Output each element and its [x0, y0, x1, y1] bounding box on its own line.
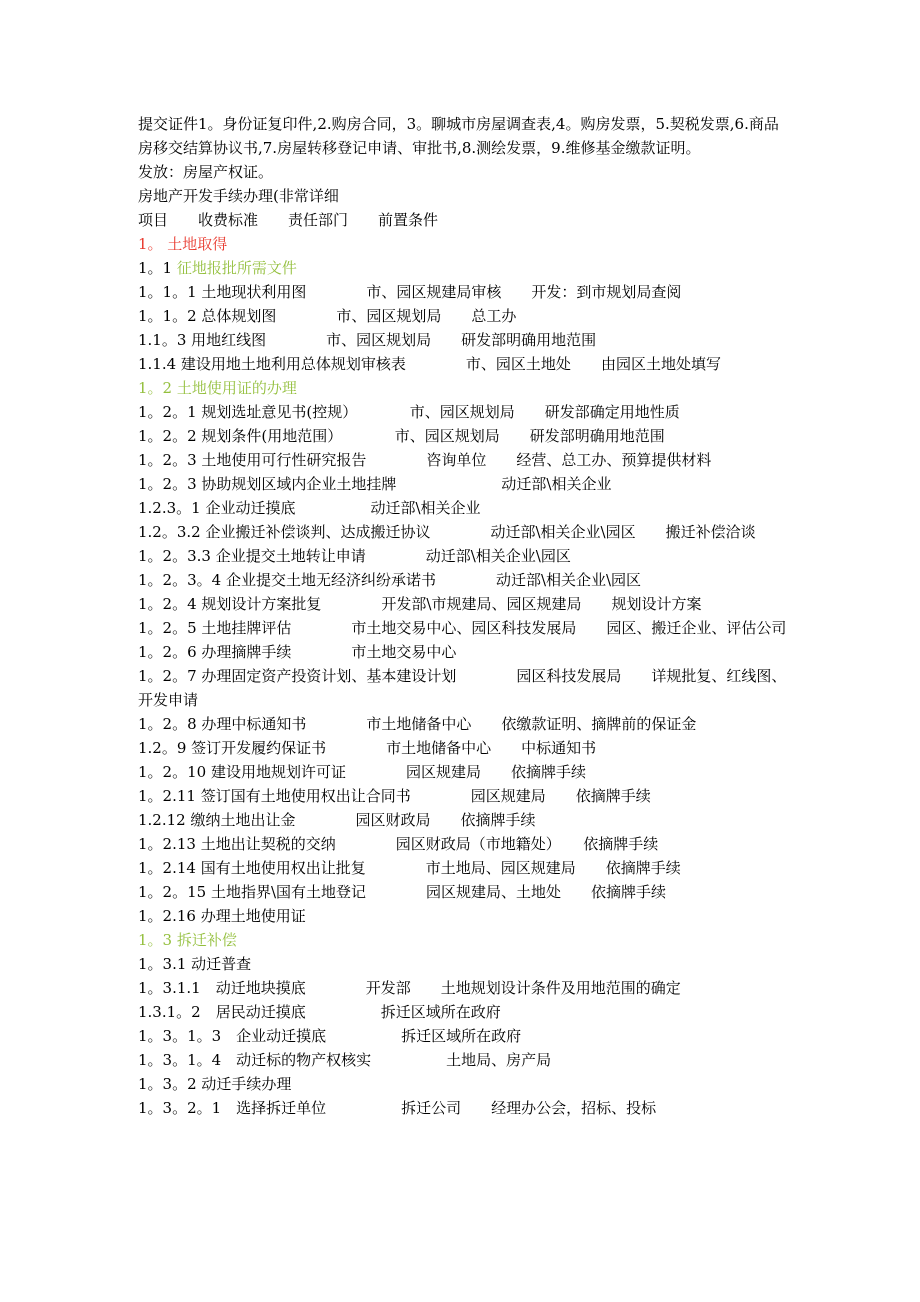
line-text: 1。2。5 土地挂牌评估 市土地交易中心、园区科技发展局 园区、搬迁企业、评估公司 [138, 619, 787, 637]
line-text: 1。2。8 办理中标通知书 市土地储备中心 依缴款证明、摘牌前的保证金 [138, 715, 697, 733]
procedure-list [138, 232, 790, 1120]
line-text: 1.2.3。1 企业动迁摸底 动迁部\相关企业 [138, 499, 481, 517]
line-text: 1。2。3.3 企业提交土地转让申请 动迁部\相关企业\园区 [138, 547, 571, 565]
procedure-line [138, 1096, 790, 1120]
procedure-line [138, 400, 790, 424]
procedure-line [138, 952, 790, 976]
line-text: 1。2。3 协助规划区域内企业土地挂牌 动迁部\相关企业 [138, 475, 612, 493]
section-heading [138, 232, 790, 256]
procedure-line [138, 520, 790, 544]
line-text: 1。2。15 土地指界\国有土地登记 园区规建局、土地处 依摘牌手续 [138, 883, 666, 901]
line-text: 1。1。2 总体规划图 市、园区规划局 总工办 [138, 307, 517, 325]
line-text: 1。3.1 动迁普查 [138, 955, 252, 973]
line-text: 1。3.1.1 动迁地块摸底 开发部 土地规划设计条件及用地范围的确定 [138, 979, 681, 997]
line-text: 1。2.13 土地出让契税的交纳 园区财政局（市地籍处） 依摘牌手续 [138, 835, 659, 853]
line-text: 1。2.16 办理土地使用证 [138, 907, 306, 925]
procedure-line [138, 544, 790, 568]
procedure-line [138, 784, 790, 808]
procedure-line [138, 280, 790, 304]
procedure-line [138, 352, 790, 376]
line-text: 1.2。9 签订开发履约保证书 市土地储备中心 中标通知书 [138, 739, 597, 757]
line-text: 1。 土地取得 [138, 235, 228, 253]
line-text: 1。2。2 规划条件(用地范围） 市、园区规划局 研发部明确用地范围 [138, 427, 665, 445]
procedure-line [138, 640, 790, 664]
section-heading [138, 376, 790, 400]
procedure-line [138, 1048, 790, 1072]
line-text: 1.2。3.2 企业搬迁补偿谈判、达成搬迁协议 动迁部\相关企业\园区 搬迁补偿洽谈 [138, 523, 756, 541]
section-highlight: 征地报批所需文件 [176, 259, 297, 277]
line-text: 1。2.11 签订国有土地使用权出让合同书 园区规建局 依摘牌手续 [138, 787, 651, 805]
procedure-line [138, 904, 790, 928]
procedure-line [138, 760, 790, 784]
column-headers: 项目 收费标准 责任部门 前置条件 [138, 211, 439, 229]
line-text: 1。2。7 办理固定资产投资计划、基本建设计划 园区科技发展局 详规批复、红线图、开发申请 [138, 667, 787, 709]
line-text: 1.1.4 建设用地土地利用总体规划审核表 市、园区土地处 由园区土地处填写 [138, 355, 721, 373]
procedure-line [138, 1000, 790, 1024]
line-text: 1。2。6 办理摘牌手续 市土地交易中心 [138, 643, 457, 661]
procedure-line [138, 472, 790, 496]
procedure-line [138, 592, 790, 616]
procedure-line [138, 424, 790, 448]
procedure-line [138, 568, 790, 592]
procedure-line [138, 256, 790, 280]
intro-issue-line: 发放：房屋产权证。 [138, 163, 274, 181]
line-text: 1。2 土地使用证的办理 [138, 379, 297, 397]
procedure-line [138, 856, 790, 880]
line-text: 1。2。1 规划选址意见书(控规） 市、园区规划局 研发部确定用地性质 [138, 403, 680, 421]
procedure-line [138, 832, 790, 856]
line-text: 1。3。1。3 企业动迁摸底 拆迁区域所在政府 [138, 1027, 522, 1045]
line-text: 1。2。3。4 企业提交土地无经济纠纷承诺书 动迁部\相关企业\园区 [138, 571, 642, 589]
line-text: 1。1 [138, 259, 177, 277]
procedure-line [138, 664, 790, 712]
document-body [138, 112, 790, 1120]
line-text: 1.2.12 缴纳土地出让金 园区财政局 依摘牌手续 [138, 811, 536, 829]
line-text: 1。2。3 土地使用可行性研究报告 咨询单位 经营、总工办、预算提供材料 [138, 451, 712, 469]
procedure-line [138, 448, 790, 472]
line-text: 1。2。4 规划设计方案批复 开发部\市规建局、园区规建局 规划设计方案 [138, 595, 702, 613]
procedure-line [138, 328, 790, 352]
section-heading [138, 928, 790, 952]
line-text: 1。3。1。4 动迁标的物产权核实 土地局、房产局 [138, 1051, 552, 1069]
line-text: 1。3。2。1 选择拆迁单位 拆迁公司 经理办公会，招标、投标 [138, 1099, 657, 1117]
procedure-line [138, 736, 790, 760]
document-title: 房地产开发手续办理(非常详细 [138, 187, 339, 205]
procedure-line [138, 712, 790, 736]
line-text: 1.1。3 用地红线图 市、园区规划局 研发部明确用地范围 [138, 331, 597, 349]
line-text: 1。3 拆迁补偿 [138, 931, 237, 949]
line-text: 1.3.1。2 居民动迁摸底 拆迁区域所在政府 [138, 1003, 501, 1021]
procedure-line [138, 1072, 790, 1096]
line-text: 1。2。10 建设用地规划许可证 园区规建局 依摘牌手续 [138, 763, 586, 781]
line-text: 1。1。1 土地现状利用图 市、园区规建局审核 开发：到市规划局查阅 [138, 283, 682, 301]
procedure-line [138, 1024, 790, 1048]
procedure-line [138, 304, 790, 328]
intro-submit-line: 提交证件1。身份证复印件,2.购房合同，3。聊城市房屋调查表,4。购房发票，5.契税发票,6.商品房移交结算协议书,7.房屋转移登记申请、审批书,8.测绘发票，9.维修基金缴款证明。 [138, 115, 779, 157]
procedure-line [138, 880, 790, 904]
procedure-line [138, 808, 790, 832]
line-text: 1。3。2 动迁手续办理 [138, 1075, 292, 1093]
procedure-line [138, 976, 790, 1000]
procedure-line [138, 616, 790, 640]
line-text: 1。2.14 国有土地使用权出让批复 市土地局、园区规建局 依摘牌手续 [138, 859, 681, 877]
procedure-line [138, 496, 790, 520]
